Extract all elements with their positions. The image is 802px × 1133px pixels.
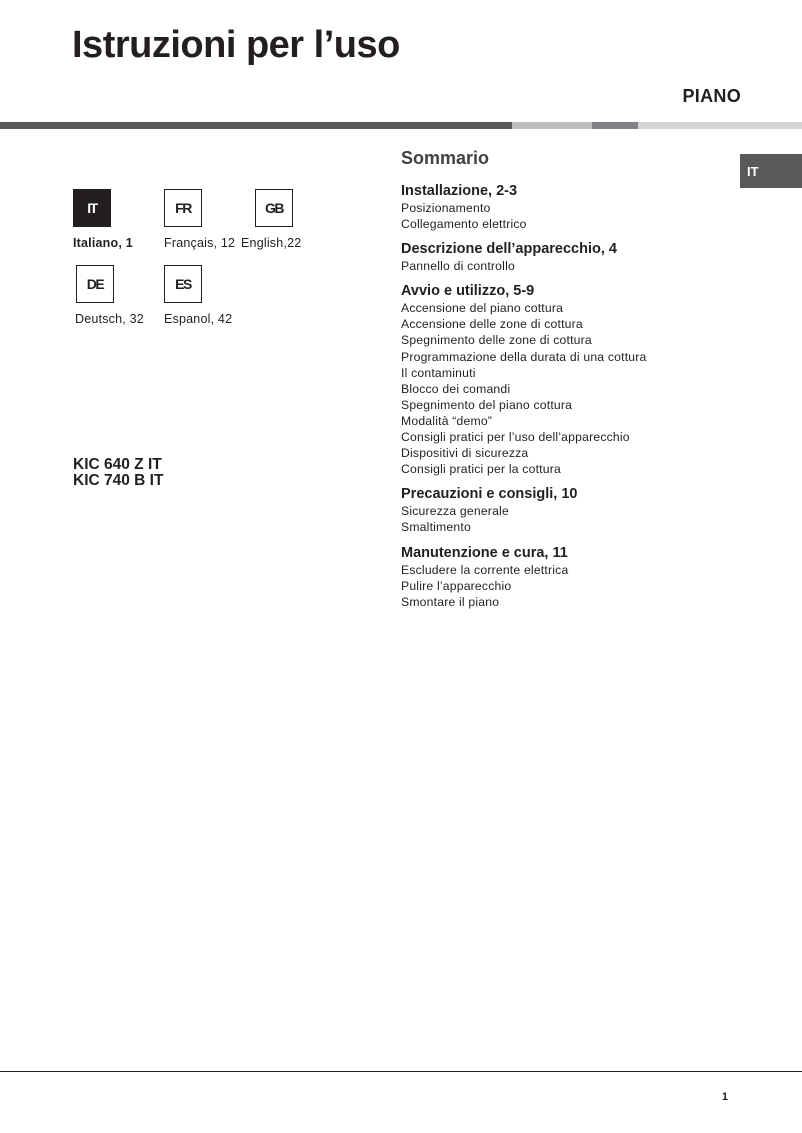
toc-item[interactable]: Accensione del piano cottura bbox=[401, 301, 564, 316]
toc-section bbox=[401, 282, 741, 477]
toc-item[interactable]: Consigli pratici per la cottura bbox=[401, 462, 561, 477]
footer-divider bbox=[0, 1071, 802, 1072]
toc-section-title[interactable]: Avvio e utilizzo, 5-9 bbox=[401, 283, 535, 300]
toc-item[interactable]: Spegnimento del piano cottura bbox=[401, 397, 573, 412]
language-flag-de[interactable]: DE bbox=[76, 265, 114, 303]
toc-item[interactable]: Collegamento elettrico bbox=[401, 217, 527, 232]
toc-item[interactable]: Il contaminuti bbox=[401, 365, 476, 380]
toc-item[interactable]: Accensione delle zone di cottura bbox=[401, 317, 583, 332]
toc-section-title[interactable]: Descrizione dell’apparecchio, 4 bbox=[401, 241, 617, 258]
language-flag-es[interactable]: ES bbox=[164, 265, 202, 303]
page-number: 1 bbox=[721, 1091, 728, 1103]
toc-item[interactable]: Escludere la corrente elettrica bbox=[401, 562, 569, 577]
toc-item[interactable]: Consigli pratici per l’uso dell’apparecchio bbox=[401, 430, 630, 445]
model-code: KIC 740 B IT bbox=[73, 472, 164, 489]
product-category: PIANO bbox=[682, 86, 741, 106]
toc-section bbox=[401, 182, 741, 232]
table-of-contents bbox=[401, 148, 741, 618]
toc-section bbox=[401, 485, 741, 535]
toc-section-title[interactable]: Manutenzione e cura, 11 bbox=[401, 544, 568, 561]
language-flag-fr[interactable]: FR bbox=[164, 189, 202, 227]
header-bar-pale bbox=[638, 122, 802, 129]
model-list bbox=[73, 457, 163, 489]
language-label-es: Espanol, 42 bbox=[164, 312, 233, 326]
document-title: Istruzioni per l’uso bbox=[72, 24, 400, 66]
language-label-fr: Français, 12 bbox=[164, 236, 236, 250]
language-label-it: Italiano, 1 bbox=[73, 236, 133, 250]
toc-item[interactable]: Pulire l’apparecchio bbox=[401, 578, 512, 593]
language-label-gb: English,22 bbox=[241, 236, 302, 250]
toc-item[interactable]: Spegnimento delle zone di cottura bbox=[401, 333, 592, 348]
toc-item[interactable]: Modalità “demo” bbox=[401, 413, 493, 428]
header-bar-mid bbox=[592, 122, 638, 129]
toc-section bbox=[401, 544, 741, 610]
toc-item[interactable]: Pannello di controllo bbox=[401, 259, 515, 274]
language-flag-gb[interactable]: GB bbox=[255, 189, 293, 227]
toc-section bbox=[401, 240, 741, 274]
toc-item[interactable]: Blocco dei comandi bbox=[401, 381, 511, 396]
toc-heading: Sommario bbox=[401, 148, 490, 168]
toc-item[interactable]: Smaltimento bbox=[401, 520, 471, 535]
toc-item[interactable]: Sicurezza generale bbox=[401, 504, 509, 519]
toc-section-title[interactable]: Installazione, 2-3 bbox=[401, 183, 518, 199]
language-flag-it[interactable]: IT bbox=[73, 189, 111, 227]
toc-item[interactable]: Programmazione della durata di una cottura bbox=[401, 349, 647, 364]
model-code: KIC 640 Z IT bbox=[73, 456, 162, 473]
toc-item[interactable]: Posizionamento bbox=[401, 201, 491, 215]
language-label-de: Deutsch, 32 bbox=[75, 312, 144, 326]
header-bar-dark bbox=[0, 122, 512, 129]
header-bar-light bbox=[512, 122, 592, 129]
language-tab: IT bbox=[740, 154, 802, 188]
toc-item[interactable]: Smontare il piano bbox=[401, 594, 500, 609]
toc-item[interactable]: Dispositivi di sicurezza bbox=[401, 446, 529, 461]
toc-section-title[interactable]: Precauzioni e consigli, 10 bbox=[401, 486, 578, 503]
